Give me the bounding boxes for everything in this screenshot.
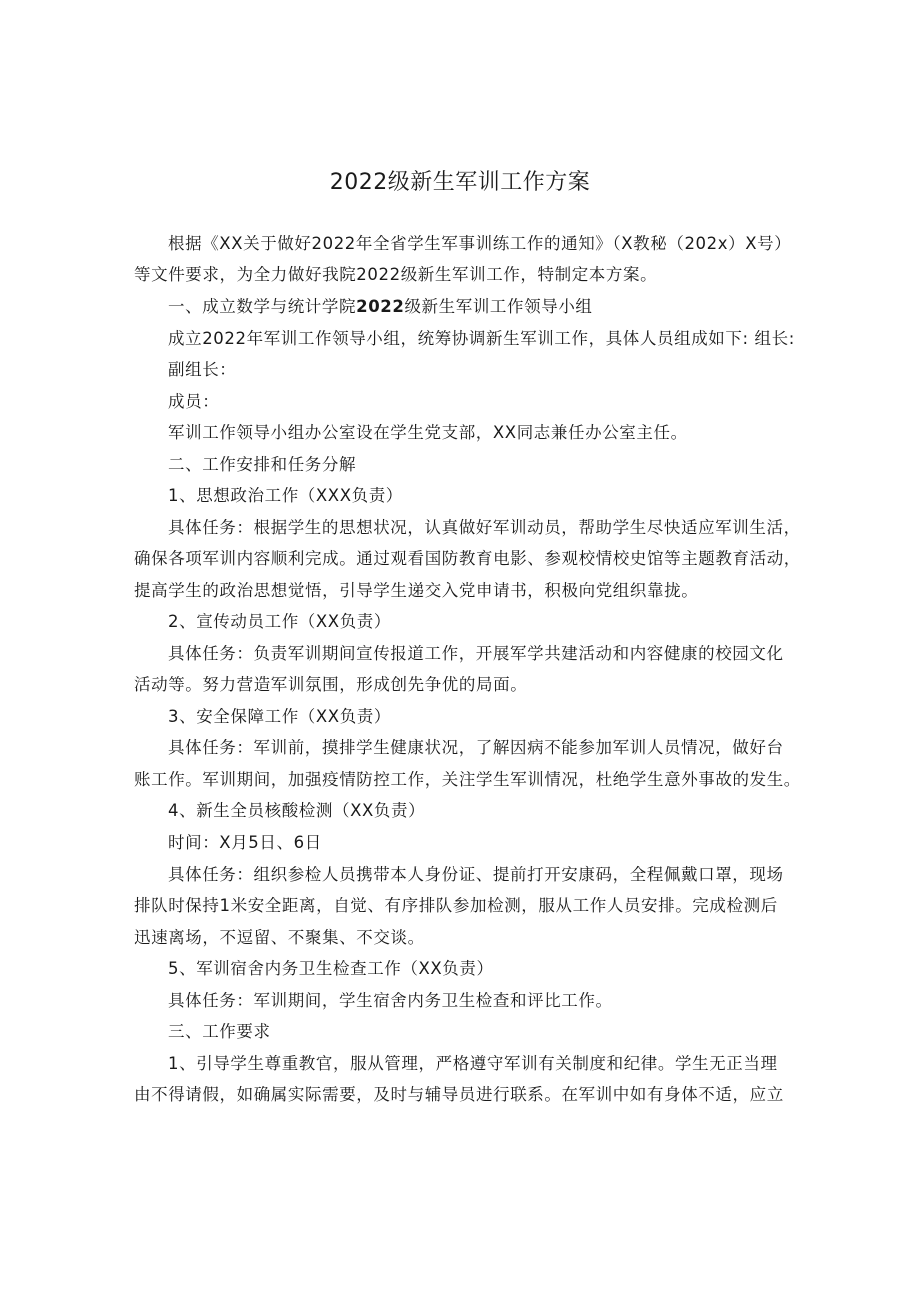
paragraph-line: 副组长：: [168, 360, 237, 379]
paragraph-line: 具体任务：根据学生的思想状况，认真做好军训动员，帮助学生尽快适应军训生活，: [168, 518, 801, 537]
section-heading-3: 三、工作要求: [168, 1022, 271, 1041]
heading-year: 2022: [356, 297, 405, 316]
paragraph-line: 由不得请假，如确属实际需要，及时与辅导员进行联系。在军训中如有身体不适，应立: [134, 1085, 784, 1104]
paragraph-line: 账工作。军训期间，加强疫情防控工作，关注学生军训情况，杜绝学生意外事故的发生。: [134, 770, 801, 789]
paragraph-line: 排队时保持1米安全距离，自觉、有序排队参加检测，服从工作人员安排。完成检测后: [134, 896, 778, 915]
section-heading-2: 二、工作安排和任务分解: [168, 455, 357, 474]
subsection-heading: 2、宣传动员工作（XX负责）: [168, 612, 392, 631]
subsection-heading: 3、安全保障工作（XX负责）: [168, 707, 392, 726]
paragraph-line: 成立2022年军训工作领导小组，统筹协调新生军训工作，具体人员组成如下: 组长:: [168, 329, 795, 348]
paragraph-line: 等文件要求，为全力做好我院2022级新生军训工作，特制定本方案。: [134, 265, 658, 284]
document-title: 2022级新生军训工作方案: [329, 170, 591, 195]
subsection-heading: 4、新生全员核酸检测（XX负责）: [168, 801, 426, 820]
subsection-heading: 5、军训宿舍内务卫生检查工作（XX负责）: [168, 959, 494, 978]
paragraph-line: 确保各项军训内容顺利完成。通过观看国防教育电影、参观校情校史馆等主题教育活动，: [134, 549, 801, 568]
heading-text: 级新生军训工作领导小组: [404, 297, 593, 316]
paragraph-line: 迅速离场，不逗留、不聚集、不交谈。: [134, 928, 425, 947]
heading-text: 一、成立数学与统计学院: [168, 297, 357, 316]
paragraph-line: 具体任务：军训期间，学生宿舍内务卫生检查和评比工作。: [168, 991, 613, 1010]
paragraph-line: 成员：: [168, 392, 220, 411]
paragraph-line: 根据《XX关于做好2022年全省学生军事训练工作的通知》（X教秘（202x）X号）: [168, 234, 792, 253]
paragraph-line: 1、引导学生尊重教官，服从管理，严格遵守军训有关制度和纪律。学生无正当理: [168, 1054, 778, 1073]
paragraph-line: 提高学生的政治思想觉悟，引导学生递交入党申请书，积极向党组织靠拢。: [134, 581, 699, 600]
paragraph-line: 时间：X月5日、6日: [168, 833, 322, 852]
section-heading-1: [168, 296, 593, 318]
paragraph-line: 活动等。努力营造军训氛围，形成创先争优的局面。: [134, 675, 528, 694]
paragraph-line: 具体任务：军训前，摸排学生健康状况，了解因病不能参加军训人员情况，做好台: [168, 738, 784, 757]
paragraph-line: 具体任务：负责军训期间宣传报道工作，开展军学共建活动和内容健康的校园文化: [168, 644, 784, 663]
paragraph-line: 具体任务：组织参检人员携带本人身份证、提前打开安康码，全程佩戴口罩，现场: [168, 865, 784, 884]
paragraph-line: 军训工作领导小组办公室设在学生党支部，XX同志兼任办公室主任。: [168, 423, 688, 442]
subsection-heading: 1、思想政治工作（XXX负责）: [168, 486, 403, 505]
